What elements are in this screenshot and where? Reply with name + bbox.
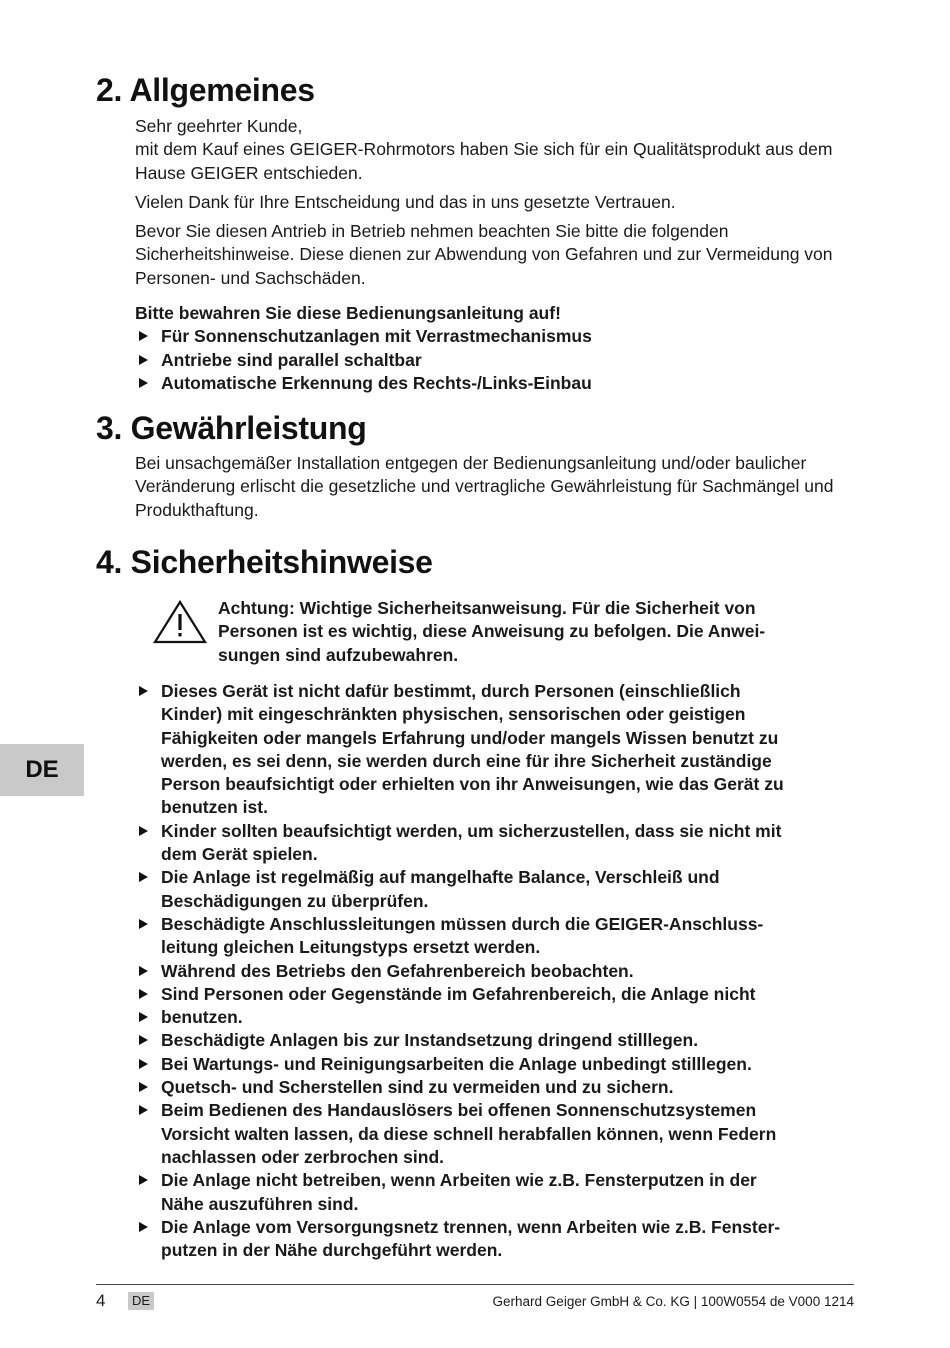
language-side-tab: DE [0,744,84,796]
safety-list [135,680,855,1262]
list-item: Die Anlage vom Versorgungsnetz trennen, wenn Arbeiten wie z.B. Fenster- putzen in der Nähe durchgeführt werden. [135,1216,855,1263]
footer-divider [96,1284,854,1285]
list-item: Quetsch- und Scherstellen sind zu vermeiden und zu sichern. [135,1076,855,1099]
list-item: Die Anlage nicht betreiben, wenn Arbeiten wie z.B. Fensterputzen in der Nähe auszuführen sind. [135,1169,855,1216]
footer-language-badge: DE [128,1292,154,1310]
bullet-arrow-icon [139,872,148,882]
list-item: Sind Personen oder Gegenstände im Gefahrenbereich, die Anlage nicht [135,983,855,1006]
bullet-arrow-icon [139,1222,148,1232]
bullet-arrow-icon [139,919,148,929]
intro-paragraph: mit dem Kauf eines GEIGER-Rohrmotors haben Sie sich für ein Qualitätsprodukt aus dem Hause GEIGER entschieden. [135,139,833,183]
keep-manual-notice: Bitte bewahren Sie diese Bedienungsanleitung auf! [135,303,561,323]
bullet-arrow-icon [139,1035,148,1045]
warning-text: Achtung: Wichtige Sicherheitsanweisung. Für die Sicherheit von Personen ist es wichtig, diese Anweisung zu befolgen. Die Anwei- sungen sind aufzubewahren. [218,598,766,665]
list-item: Dieses Gerät ist nicht dafür bestimmt, durch Personen (einschließlich Kinder) mit eingeschränkten physischen, sensorischen oder geistigen Fähigkeiten oder mangels Erfahrung und/oder mangels Wissen benutzt zu werden, es sei denn, sie werden durch eine für ihre Sicherheit zuständige Person beaufsichtigt oder erhielten von ihr Anweisungen, wie das Gerät zu benutzen ist. [135,680,855,820]
section-title-sicherheitshinweise: 4. Sicherheitshinweise [96,544,433,580]
intro-text [135,115,855,296]
list-item: Bei Wartungs- und Reinigungsarbeiten die Anlage unbedingt stilllegen. [135,1053,855,1076]
bullet-arrow-icon [139,989,148,999]
warranty-text: Bei unsachgemäßer Installation entgegen der Bedienungsanleitung und/oder baulicher Veränderung erlischt die gesetzliche und vertragliche Gewährleistung für Sachmängel und Produkthaftung. [135,453,834,520]
warning-triangle-icon [152,599,208,645]
bullet-arrow-icon [139,355,148,365]
bullet-arrow-icon [139,331,148,341]
bullet-arrow-icon [139,826,148,836]
bullet-arrow-icon [139,686,148,696]
thanks-paragraph: Vielen Dank für Ihre Entscheidung und das in uns gesetzte Vertrauen. [135,191,676,212]
page-footer [96,1291,854,1313]
list-item: Beim Bedienen des Handauslösers bei offenen Sonnenschutzsystemen Vorsicht walten lassen, da diese schnell herabfallen können, wenn Federn nachlassen oder zerbrochen sind. [135,1099,855,1169]
salutation: Sehr geehrter Kunde, [135,116,303,136]
bullet-arrow-icon [139,1059,148,1069]
list-item: Antriebe sind parallel schaltbar [135,349,855,372]
list-item: Beschädigte Anschlussleitungen müssen durch die GEIGER-Anschluss- leitung gleichen Leitungstyps ersetzt werden. [135,913,855,960]
page-number: 4 [96,1291,106,1310]
bullet-arrow-icon [139,378,148,388]
list-item: Automatische Erkennung des Rechts-/Links-Einbau [135,372,855,395]
feature-list [135,325,855,395]
bullet-arrow-icon [139,1175,148,1185]
feature-block [135,302,855,395]
safety-instructions [135,680,855,1262]
bullet-arrow-icon [139,966,148,976]
bullet-arrow-icon [139,1012,148,1022]
list-item: Die Anlage ist regelmäßig auf mangelhafte Balance, Verschleiß und Beschädigungen zu überprüfen. [135,866,855,913]
section-title-gewaehrleistung: 3. Gewährleistung [96,410,367,446]
safety-intro-paragraph: Bevor Sie diesen Antrieb in Betrieb nehmen beachten Sie bitte die folgenden Sicherheitshinweise. Diese dienen zur Abwendung von Gefahren und zur Vermeidung von Personen- und Sachschäden. [135,221,833,288]
list-item: benutzen. [135,1006,855,1029]
list-item: Während des Betriebs den Gefahrenbereich beobachten. [135,960,855,983]
section-title-allgemeines: 2. Allgemeines [96,72,315,108]
publisher-info: Gerhard Geiger GmbH & Co. KG | 100W0554 de V000 1214 [492,1294,854,1309]
list-item: Kinder sollten beaufsichtigt werden, um sicherzustellen, dass sie nicht mit dem Gerät spielen. [135,820,855,867]
list-item: Beschädigte Anlagen bis zur Instandsetzung dringend stilllegen. [135,1029,855,1052]
list-item: Für Sonnenschutzanlagen mit Verrastmechanismus [135,325,855,348]
bullet-arrow-icon [139,1105,148,1115]
bullet-arrow-icon [139,1082,148,1092]
